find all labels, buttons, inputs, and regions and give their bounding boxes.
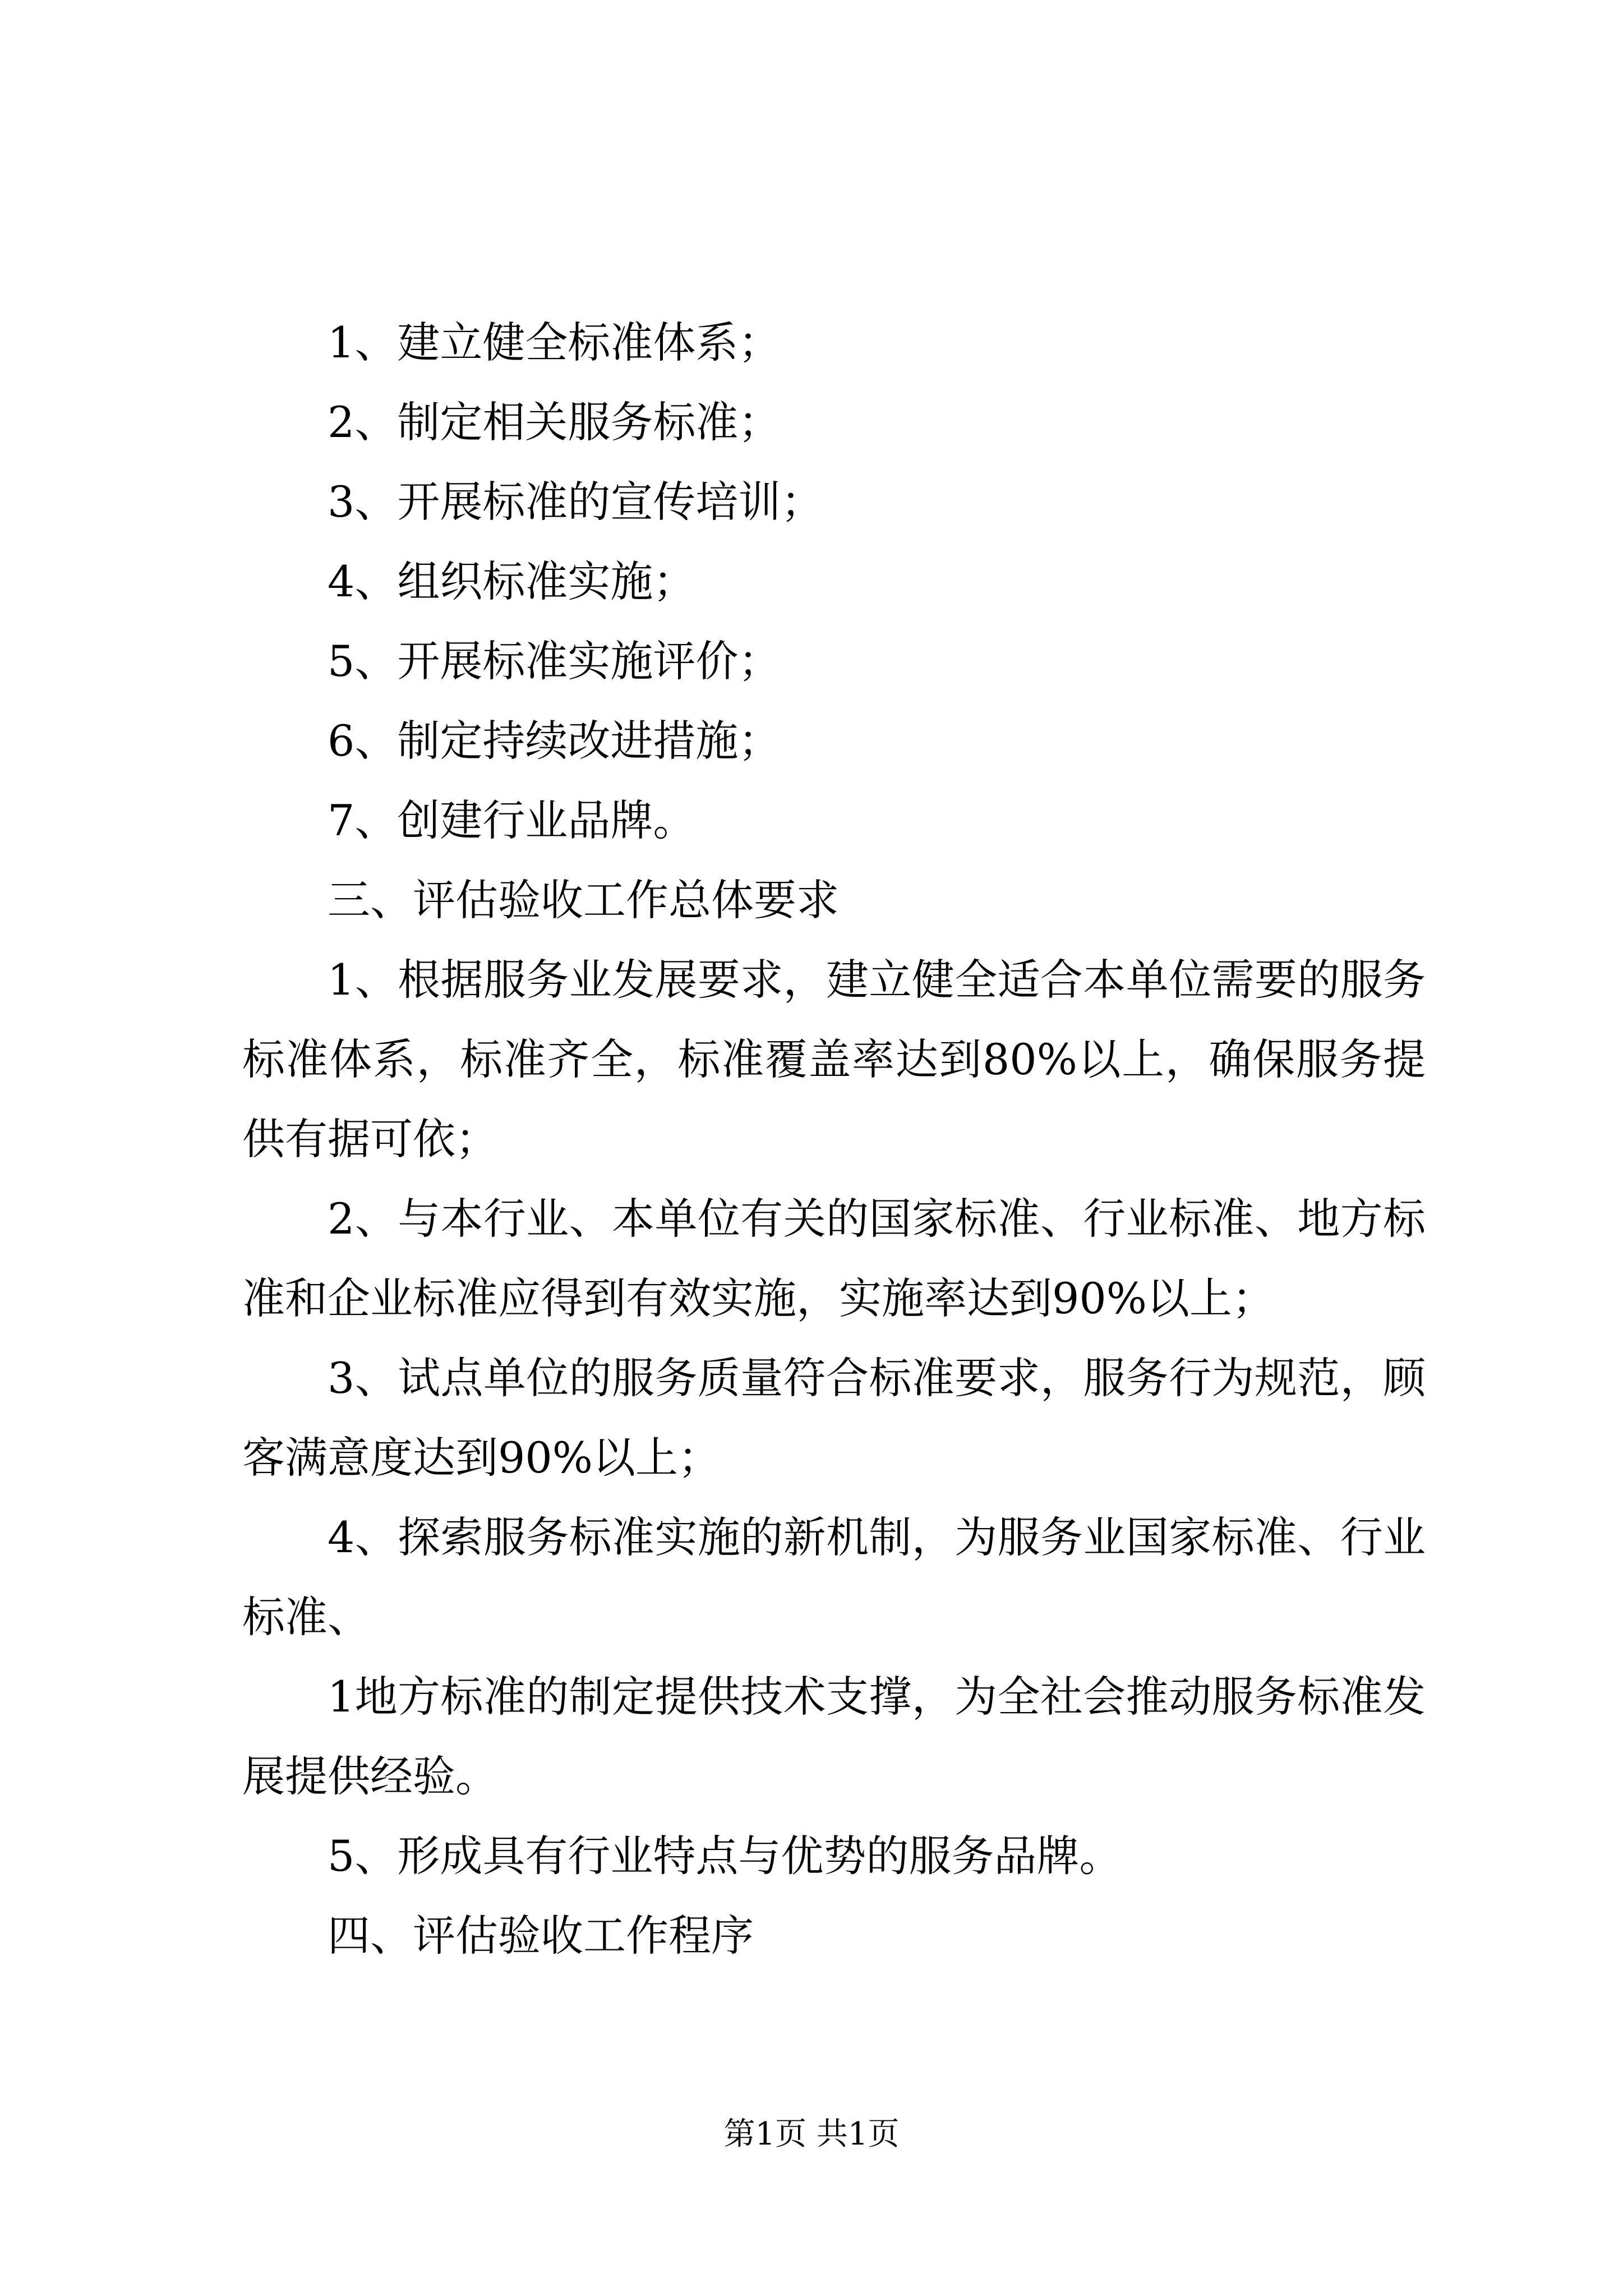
list-item-implementation-evaluation: 5、开展标准实施评价；: [328, 636, 781, 686]
section-heading-overall-requirements: 三、评估验收工作总体要求: [328, 875, 839, 925]
list-item-organize-implementation: 4、组织标准实施；: [328, 556, 696, 606]
requirement-item-4: 4、探索服务标准实施的新机制，为服务业国家标准、行业标准、: [242, 1512, 1426, 1642]
list-item-establish-standard-system: 1、建立健全标准体系；: [328, 318, 781, 367]
requirement-item-1: 1、根据服务业发展要求，建立健全适合本单位需要的服务标准体系，标准齐全，标准覆盖率达到80%以上，确保服务提供有据可依；: [242, 955, 1426, 1164]
page-number-label: 第1页 共1页: [723, 2116, 900, 2152]
list-item-industry-brand: 7、创建行业品牌。: [328, 795, 696, 845]
requirement-item-4-continued: 1地方标准的制定提供技术支撑，为全社会推动服务标准发展提供经验。: [242, 1672, 1426, 1801]
requirement-item-5: 5、形成具有行业特点与优势的服务品牌。: [328, 1831, 1122, 1881]
page-footer: [0, 2115, 1623, 2154]
requirement-item-2: 2、与本行业、本单位有关的国家标准、行业标准、地方标准和企业标准应得到有效实施，实施率达到90%以上；: [242, 1194, 1426, 1323]
list-item-formulate-service-standards: 2、制定相关服务标准；: [328, 397, 781, 447]
requirement-item-3: 3、试点单位的服务质量符合标准要求，服务行为规范，顾客满意度达到90%以上；: [242, 1353, 1426, 1483]
list-item-continuous-improvement: 6、制定持续改进措施；: [328, 716, 781, 766]
list-item-publicity-training: 3、开展标准的宣传培训；: [328, 477, 824, 527]
document-body: [242, 303, 1426, 1976]
section-heading-acceptance-procedure: 四、评估验收工作程序: [328, 1911, 754, 1961]
